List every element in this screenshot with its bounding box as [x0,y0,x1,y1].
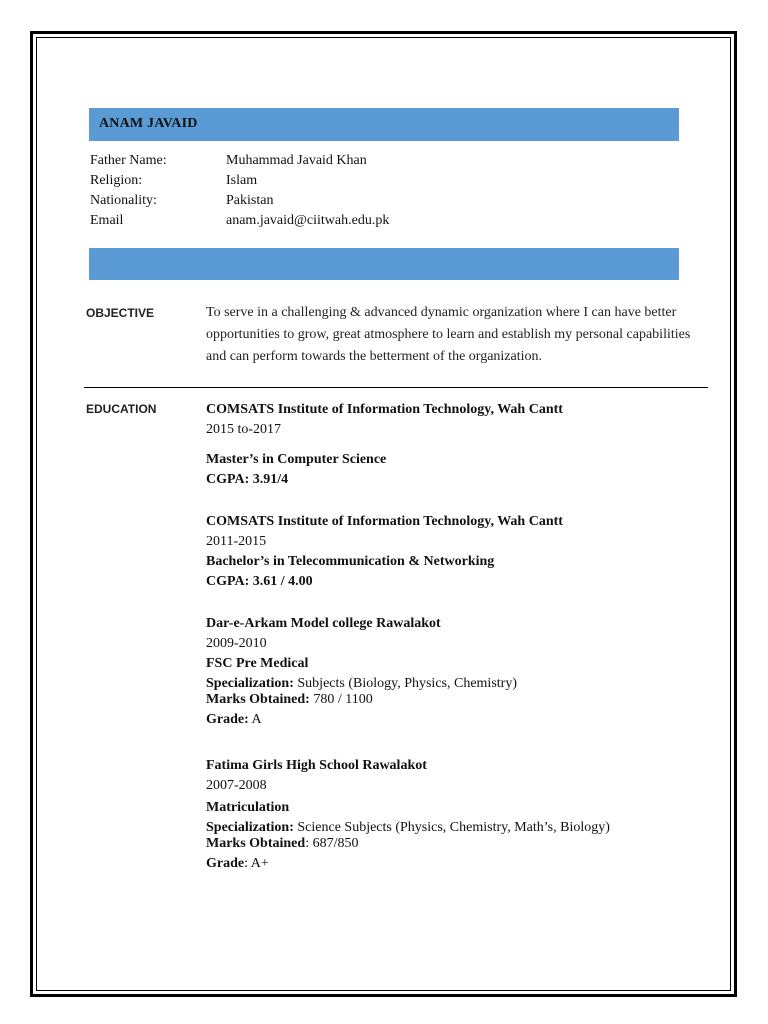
grade-label: Grade: [206,712,249,727]
objective-text: To serve in a challenging & advanced dynamic organization where I can have better opportunities to grow, great atmosphere to learn and establish my personal capabilities and can perform towards the betterment of the organization. [206,305,691,364]
institution-name: Dar-e-Arkam Model college Rawalakot [206,616,441,631]
info-label: Nationality: [90,193,157,208]
institution-name: COMSATS Institute of Information Technology, Wah Cantt [206,402,563,417]
email-link[interactable]: anam.javaid@ciitwah.edu.pk [226,213,390,228]
divider-bar [89,248,679,280]
grade-value: : A+ [244,856,269,871]
cgpa-label: CGPA: [206,472,253,487]
marks-value: : 687/850 [305,836,359,851]
info-label: Father Name: [90,153,167,168]
cgpa-value: 3.91/4 [252,472,289,487]
education-years: 2007-2008 [206,778,267,793]
education-heading: EDUCATION [86,402,157,416]
cgpa-label: CGPA: [206,574,253,589]
degree-name: Master’s in Computer Science [206,452,387,467]
education-entry [206,512,563,592]
grade-line [206,854,610,874]
marks-value: 780 / 1100 [309,692,373,707]
section-divider [84,387,708,388]
institution-name: COMSATS Institute of Information Technology, Wah Cantt [206,514,563,529]
education-years: 2011-2015 [206,534,267,549]
info-label: Religion: [90,173,143,188]
info-value: Pakistan [226,193,274,208]
cgpa-value: 3.61 / 4.00 [252,574,313,589]
cgpa-line [206,470,563,490]
info-value: Islam [226,173,258,188]
education-years: 2015 to-2017 [206,422,282,437]
grade-value: A [248,712,262,727]
marks-label: Marks Obtained [206,836,306,851]
degree-name: FSC Pre Medical [206,656,309,671]
candidate-name: ANAM JAVAID [99,116,198,131]
marks-label: Marks Obtained: [206,692,310,707]
education-entry [206,614,517,730]
degree-name: Matriculation [206,800,290,815]
specialization-label: Specialization: [206,676,294,691]
institution-name: Fatima Girls High School Rawalakot [206,758,427,773]
name-header-bar [89,108,679,141]
education-entry [206,400,563,490]
grade-line [206,710,517,730]
cgpa-line [206,572,563,592]
grade-label: Grade [206,856,245,871]
education-years: 2009-2010 [206,636,267,651]
degree-name: Bachelor’s in Telecommunication & Networking [206,554,495,569]
objective-heading: OBJECTIVE [86,306,155,320]
specialization-value: Science Subjects (Physics, Chemistry, Math’s, Biology) [293,820,610,835]
info-value: Muhammad Javaid Khan [226,153,367,168]
education-entry [206,756,610,874]
info-label: Email [90,213,124,228]
specialization-value: Subjects (Biology, Physics, Chemistry) [293,676,517,691]
specialization-label: Specialization: [206,820,294,835]
